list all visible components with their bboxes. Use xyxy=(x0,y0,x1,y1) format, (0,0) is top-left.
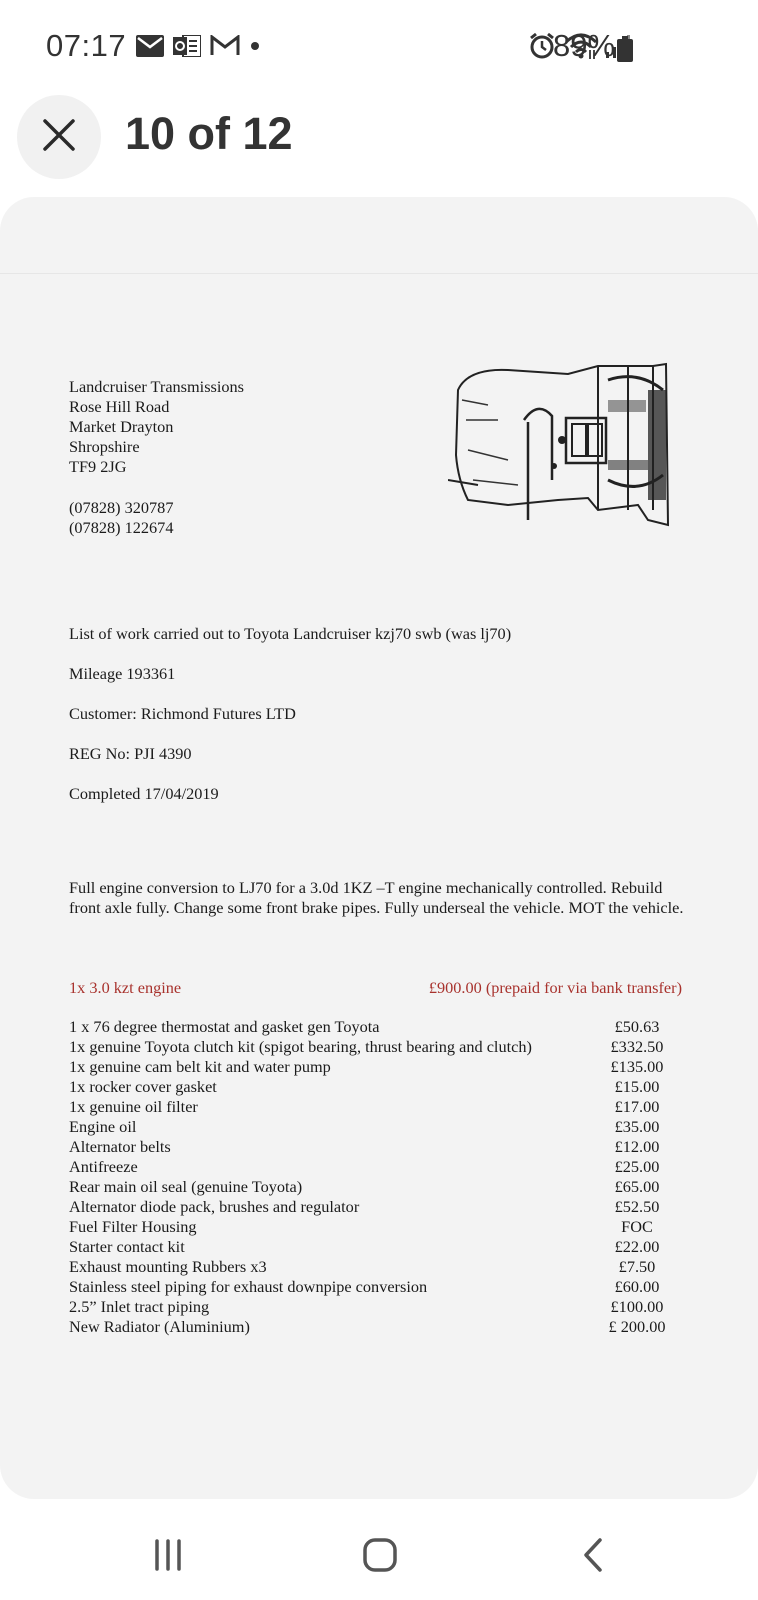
home-button[interactable] xyxy=(350,1532,410,1582)
registration: REG No: PJI 4390 xyxy=(69,744,192,763)
list-item xyxy=(69,1317,682,1337)
list-item xyxy=(69,1117,682,1137)
work-title: List of work carried out to Toyota Landcruiser kzj70 swb (was lj70) xyxy=(69,624,512,643)
dot-icon xyxy=(249,39,261,57)
status-time: 07:17 xyxy=(46,28,127,63)
list-item xyxy=(69,1237,682,1257)
item-name: Antifreeze xyxy=(69,1157,138,1176)
item-name: Alternator belts xyxy=(69,1137,171,1156)
item-name: 1x genuine oil filter xyxy=(69,1097,198,1116)
list-item xyxy=(69,1017,682,1037)
item-price: £332.50 xyxy=(610,1037,664,1056)
list-item xyxy=(69,1037,682,1057)
address-line: Landcruiser Transmissions xyxy=(69,377,245,396)
item-name: Rear main oil seal (genuine Toyota) xyxy=(69,1177,303,1196)
work-description: Full engine conversion to LJ70 for a 3.0d 1KZ –T engine mechanically controlled. Rebuild front axle fully. Change some front brake pipes. Fully underseal the vehicle. MOT the vehicle. xyxy=(69,878,684,917)
completed-date: Completed 17/04/2019 xyxy=(69,784,219,803)
back-button[interactable] xyxy=(563,1532,623,1582)
alarm-icon xyxy=(528,32,556,65)
navigation-bar xyxy=(0,1510,758,1600)
list-item xyxy=(69,1177,682,1197)
item-price: £17.00 xyxy=(614,1097,660,1116)
list-item xyxy=(69,1197,682,1217)
item-price: £35.00 xyxy=(614,1117,660,1136)
item-price: £7.50 xyxy=(618,1257,656,1276)
item-price: £15.00 xyxy=(614,1077,660,1096)
item-price: £100.00 xyxy=(610,1297,664,1316)
list-item xyxy=(69,1077,682,1097)
close-button[interactable] xyxy=(17,95,101,179)
item-price: £12.00 xyxy=(614,1137,660,1156)
close-icon xyxy=(42,118,76,157)
recent-apps-icon xyxy=(151,1538,185,1577)
mail-icon xyxy=(136,35,164,62)
item-price: £52.50 xyxy=(614,1197,660,1216)
phone-line: (07828) 122674 xyxy=(69,518,174,537)
engine-item-row xyxy=(69,978,682,998)
item-price: £25.00 xyxy=(614,1157,660,1176)
item-name: Starter contact kit xyxy=(69,1237,185,1256)
item-price: £50.63 xyxy=(614,1017,660,1036)
item-price: £65.00 xyxy=(614,1177,660,1196)
item-price: £135.00 xyxy=(610,1057,664,1076)
address-line: Shropshire xyxy=(69,437,140,456)
page-counter: 10 of 12 xyxy=(125,108,293,159)
company-address xyxy=(69,377,244,477)
list-item xyxy=(69,1097,682,1117)
battery-percent: 89% xyxy=(553,28,616,63)
recent-apps-button[interactable] xyxy=(138,1532,198,1582)
status-bar xyxy=(0,0,758,95)
document-viewer[interactable] xyxy=(0,197,758,1499)
list-item xyxy=(69,1297,682,1317)
item-name: 1x genuine cam belt kit and water pump xyxy=(69,1057,331,1076)
list-item xyxy=(69,1217,682,1237)
engine-item-price: £900.00 (prepaid for via bank transfer) xyxy=(428,978,682,997)
battery-icon xyxy=(617,36,633,67)
item-name: Stainless steel piping for exhaust downpipe conversion xyxy=(69,1277,428,1296)
list-item xyxy=(69,1257,682,1277)
customer: Customer: Richmond Futures LTD xyxy=(69,704,296,723)
address-line: TF9 2JG xyxy=(69,457,127,476)
item-name: New Radiator (Aluminium) xyxy=(69,1317,250,1336)
item-name: 1 x 76 degree thermostat and gasket gen Toyota xyxy=(69,1017,380,1036)
parts-list xyxy=(69,1017,682,1337)
item-price: £ 200.00 xyxy=(608,1317,666,1336)
outlook-icon xyxy=(173,35,201,62)
address-line: Market Drayton xyxy=(69,417,174,436)
list-item xyxy=(69,1057,682,1077)
item-price: £22.00 xyxy=(614,1237,660,1256)
back-icon xyxy=(581,1537,605,1578)
document-page xyxy=(0,197,758,1499)
gmail-icon xyxy=(210,35,240,62)
item-price: £60.00 xyxy=(614,1277,660,1296)
item-name: 1x genuine Toyota clutch kit (spigot bearing, thrust bearing and clutch) xyxy=(69,1037,532,1056)
address-line: Rose Hill Road xyxy=(69,397,170,416)
notification-icons xyxy=(136,34,261,62)
item-name: Alternator diode pack, brushes and regulator xyxy=(69,1197,360,1216)
mileage: Mileage 193361 xyxy=(69,664,176,683)
phone-line: (07828) 320787 xyxy=(69,498,174,517)
item-name: 1x rocker cover gasket xyxy=(69,1077,217,1096)
item-name: Engine oil xyxy=(69,1117,137,1136)
item-name: Fuel Filter Housing xyxy=(69,1217,197,1236)
list-item xyxy=(69,1277,682,1297)
company-phones xyxy=(69,498,173,538)
transmission-illustration xyxy=(448,360,678,533)
engine-item-name: 1x 3.0 kzt engine xyxy=(69,978,182,997)
item-name: Exhaust mounting Rubbers x3 xyxy=(69,1257,267,1276)
list-item xyxy=(69,1157,682,1177)
list-item xyxy=(69,1137,682,1157)
item-price: FOC xyxy=(621,1217,653,1236)
home-icon xyxy=(362,1537,398,1578)
item-name: 2.5” Inlet tract piping xyxy=(69,1297,210,1316)
